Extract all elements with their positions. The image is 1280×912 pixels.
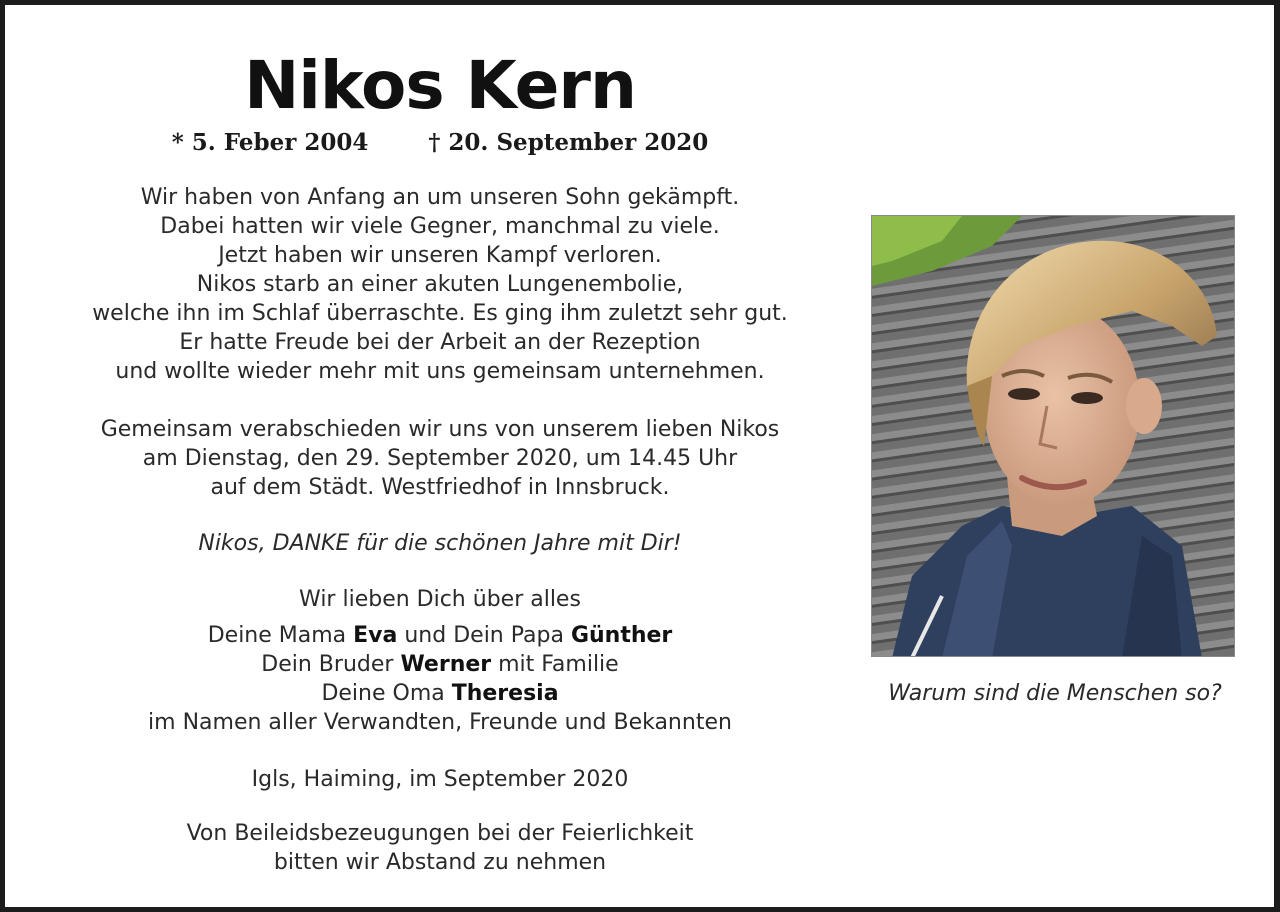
text-line: am Dienstag, den 29. September 2020, um 14.45 Uhr — [142, 446, 738, 471]
deceased-name: Nikos Kern — [244, 47, 636, 124]
thanks-line: Nikos, DANKE für die schönen Jahre mit Dir! — [198, 531, 682, 556]
brother-line — [45, 650, 835, 679]
family-signatures — [45, 621, 835, 737]
parents-line — [45, 621, 835, 650]
intro-paragraph — [45, 183, 835, 386]
love-line: Wir lieben Dich über alles — [299, 587, 581, 612]
grandmother-line — [45, 679, 835, 708]
photo-caption: Warum sind die Menschen so? — [888, 681, 1222, 706]
text-line: Wir haben von Anfang an um unseren Sohn gekämpft. — [140, 185, 740, 210]
place-date-line: Igls, Haiming, im September 2020 — [251, 767, 629, 792]
relatives-line: im Namen aller Verwandten, Freunde und Bekannten — [148, 710, 732, 735]
birth-date: * 5. Feber 2004 — [171, 129, 369, 156]
papa-prefix: und Dein Papa — [397, 623, 571, 648]
brother-suffix: mit Familie — [491, 652, 619, 677]
death-date: † 20. September 2020 — [428, 129, 709, 156]
papa-name: Günther — [570, 623, 673, 648]
text-line: Gemeinsam verabschieden wir uns von unserem lieben Nikos — [100, 417, 780, 442]
farewell-paragraph — [45, 415, 835, 502]
text-line: und wollte wieder mehr mit uns gemeinsam unternehmen. — [115, 359, 765, 384]
brother-prefix: Dein Bruder — [261, 652, 401, 677]
text-line: auf dem Städt. Westfriedhof in Innsbruck. — [210, 475, 670, 500]
condolence-note — [45, 819, 835, 877]
oma-name: Theresia — [451, 681, 559, 706]
text-line: Nikos starb an einer akuten Lungenembolie, — [196, 272, 684, 297]
mama-prefix: Deine Mama — [207, 623, 354, 648]
mama-name: Eva — [353, 623, 398, 648]
text-line: Dabei hatten wir viele Gegner, manchmal zu viele. — [160, 214, 720, 239]
brother-name: Werner — [400, 652, 492, 677]
portrait-photo — [871, 215, 1235, 657]
oma-prefix: Deine Oma — [321, 681, 452, 706]
text-line: welche ihn im Schlaf überraschte. Es ging ihm zuletzt sehr gut. — [92, 301, 788, 326]
life-dates — [45, 129, 835, 156]
text-line: Jetzt haben wir unseren Kampf verloren. — [218, 243, 662, 268]
text-line: Er hatte Freude bei der Arbeit an der Rezeption — [179, 330, 701, 355]
text-line: bitten wir Abstand zu nehmen — [273, 850, 607, 875]
text-line: Von Beileidsbezeugungen bei der Feierlichkeit — [186, 821, 694, 846]
